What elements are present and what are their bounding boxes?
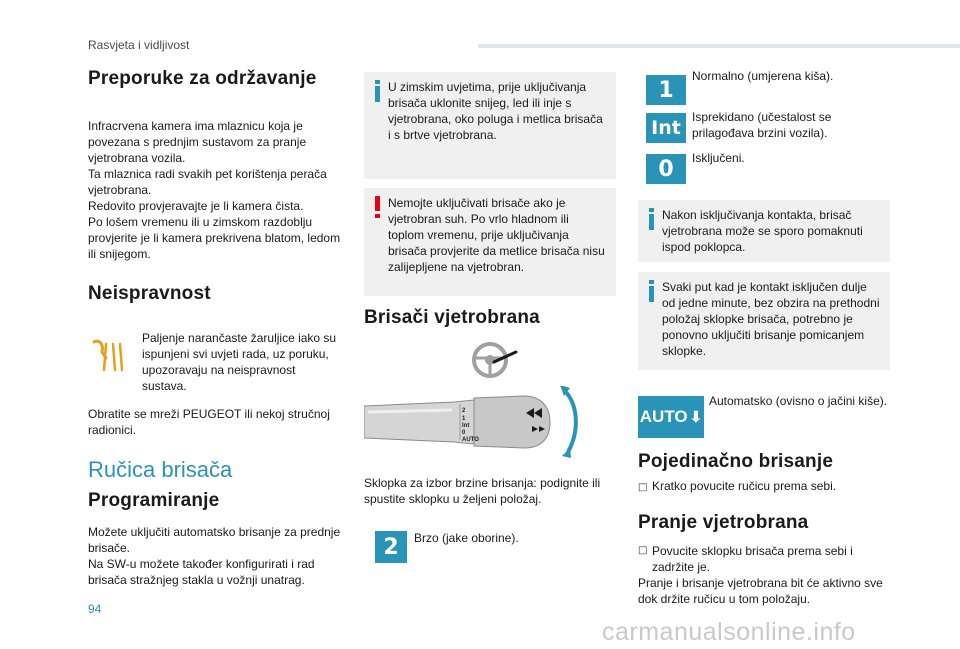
washer-text: Pranje i brisanje vjetrobrana bit će aktivno sve dok držite ručicu u tom položaju. (638, 576, 883, 606)
single-wipe-title: Pojedinačno brisanje (638, 451, 834, 472)
checkbox-bullet-icon: □ (638, 482, 648, 493)
wiper-stalk-illustration (364, 386, 586, 466)
note-reactivate-text: Svaki put kad je kontakt isključen dulje od jedne minute, bez obzira na prethodni položaj sklopke brisača, potrebno je ponovno uključiti brisanje pomicanjem sklopke. (662, 280, 880, 358)
fault-text: Obratite se mreži PEUGEOT ili nekoj stručnoj radionici. (88, 407, 330, 437)
warning-exclamation-icon (372, 196, 384, 218)
note-reactivate (638, 272, 890, 370)
info-icon (646, 208, 658, 230)
fault-title: Neispravnost (88, 283, 211, 304)
fault-icon-text: Paljenje narančaste žaruljice iako su ispunjeni svi uvjeti rada, uz poruku, upozoravaju na neispravnost sustava. (142, 331, 337, 393)
auto-badge (638, 396, 704, 438)
speed-int-text: Isprekidano (učestalost se prilagođava brzini vozila). (692, 110, 832, 140)
info-icon (372, 80, 384, 102)
arrow-down-icon: ⬇ (689, 409, 703, 426)
wiper-fault-warning-icon (90, 336, 128, 372)
steering-wheel-icon (470, 338, 520, 382)
maintenance-text: Infracrvena kamera ima mlaznicu koja je povezana s prednjim sustavom za pranje vjetrobrana vozila. Ta mlaznica radi svakih pet korištenja perača vjetrobrana. Redovito provjeravajte je li kamera čista. Po lošem vremenu ili u zimskom razdoblju provjerite je li kamera prekrivena blatom, ledom ili snijegom. (88, 119, 341, 261)
speed-1-text: Normalno (umjerena kiša). (692, 69, 834, 83)
stalk-label-0: 0 (462, 430, 466, 436)
speed-int-badge: Int (646, 113, 686, 143)
page-number: 94 (88, 602, 102, 616)
note-dry-text: Nemojte uključivati brisače ako je vjetrobran suh. Po vrlo hladnom ili toplom vremenu, prije uključivanja brisača provjerite da metlice brisača nisu zalijepljene na vjetrobran. (388, 196, 605, 274)
speed-2-text: Brzo (jake oborine). (414, 531, 519, 545)
maintenance-title: Preporuke za održavanje (88, 68, 317, 89)
stalk-label-2: 2 (462, 408, 466, 414)
watermark: carmanualsonline.info (602, 618, 856, 646)
single-wipe-bullet (638, 478, 888, 496)
wipers-title: Brisači vjetrobrana (364, 307, 540, 328)
washer-title: Pranje vjetrobrana (638, 512, 809, 533)
note-ignition-off (638, 200, 890, 262)
note-winter (364, 72, 616, 179)
speed-2-badge: 2 (375, 531, 407, 563)
auto-badge-label: AUTO (639, 407, 688, 426)
auto-text: Automatsko (ovisno o jačini kiše). (709, 394, 888, 408)
header-rule (478, 44, 960, 48)
note-dry-windscreen (364, 188, 616, 296)
stalk-label-int: Int (462, 423, 470, 429)
washer-bullet-text: Povucite sklopku brisača prema sebi i zadržite je. (652, 544, 853, 574)
info-icon (646, 280, 658, 302)
speed-1-badge: 1 (646, 75, 686, 105)
note-ignition-off-text: Nakon isključivanja kontakta, brisač vjetrobrana može se sporo pomaknuti ispod poklopca. (662, 208, 863, 254)
stalk-label-1: 1 (462, 416, 466, 422)
stalk-label-auto: AUTO (462, 437, 479, 443)
speed-0-badge: 0 (646, 154, 686, 184)
washer-bullet (638, 543, 888, 575)
chapter-header: Rasvjeta i vidljivost (88, 38, 190, 52)
note-winter-text: U zimskim uvjetima, prije uključivanja brisača uklonite snijeg, led ili inje s vjetrobrana, oko poluga i metlica brisača i s brtve vjetrobrana. (388, 80, 603, 142)
stalk-description: Sklopka za izbor brzine brisanja: podignite ili spustite sklopku u željeni položaj. (364, 476, 601, 506)
programming-title: Programiranje (88, 490, 220, 511)
programming-text: Možete uključiti automatsko brisanje za prednje brisače. Na SW-u možete također konfigurirati i rad brisača stražnjeg stakla u vožnji unatrag. (88, 525, 341, 587)
speed-0-text: Isključeni. (692, 151, 745, 165)
stalk-title: Ručica brisača (88, 457, 233, 482)
single-wipe-text: Kratko povucite ručicu prema sebi. (652, 479, 837, 493)
checkbox-bullet-icon: □ (638, 545, 648, 556)
